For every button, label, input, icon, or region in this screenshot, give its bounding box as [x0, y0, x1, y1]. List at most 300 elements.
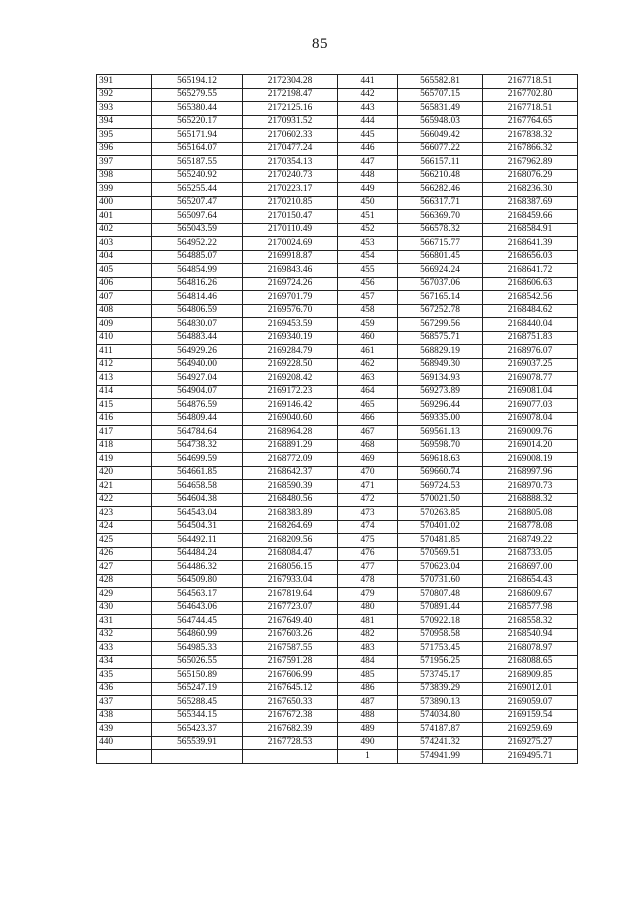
left-point-number-cell: 436	[97, 682, 152, 696]
left-y-coordinate-cell: 2169918.87	[243, 250, 338, 264]
right-x-coordinate-cell: 570401.02	[398, 520, 483, 534]
table-row	[97, 601, 578, 615]
right-point-number-cell: 454	[338, 250, 398, 264]
left-x-coordinate-cell: 564883.44	[152, 331, 243, 345]
left-y-coordinate-cell: 2172125.16	[243, 102, 338, 116]
left-x-coordinate-cell: 564985.33	[152, 642, 243, 656]
right-y-coordinate-cell: 2168641.72	[483, 264, 578, 278]
right-point-number-cell: 469	[338, 453, 398, 467]
right-x-coordinate-cell: 566801.45	[398, 250, 483, 264]
right-point-number-cell: 490	[338, 736, 398, 750]
left-x-coordinate-cell: 565207.47	[152, 196, 243, 210]
left-point-number-cell: 417	[97, 426, 152, 440]
left-point-number-cell: 426	[97, 547, 152, 561]
right-y-coordinate-cell: 2168484.62	[483, 304, 578, 318]
right-point-number-cell: 479	[338, 588, 398, 602]
left-y-coordinate-cell: 2168056.15	[243, 561, 338, 575]
table-row	[97, 183, 578, 197]
right-point-number-cell: 444	[338, 115, 398, 129]
left-point-number-cell: 403	[97, 237, 152, 251]
right-point-number-cell: 1	[338, 750, 398, 764]
left-y-coordinate-cell: 2172198.47	[243, 88, 338, 102]
left-point-number-cell: 412	[97, 358, 152, 372]
right-y-coordinate-cell: 2168751.83	[483, 331, 578, 345]
right-x-coordinate-cell: 566578.32	[398, 223, 483, 237]
right-x-coordinate-cell: 566210.48	[398, 169, 483, 183]
right-y-coordinate-cell: 2168888.32	[483, 493, 578, 507]
left-point-number-cell: 434	[97, 655, 152, 669]
left-y-coordinate-cell: 2168590.39	[243, 480, 338, 494]
right-x-coordinate-cell: 574941.99	[398, 750, 483, 764]
right-point-number-cell: 460	[338, 331, 398, 345]
right-y-coordinate-cell: 2167962.89	[483, 156, 578, 170]
right-point-number-cell: 471	[338, 480, 398, 494]
left-y-coordinate-cell: 2167723.07	[243, 601, 338, 615]
left-point-number-cell: 392	[97, 88, 152, 102]
left-point-number-cell: 396	[97, 142, 152, 156]
left-x-coordinate-cell: 564806.59	[152, 304, 243, 318]
table-row	[97, 723, 578, 737]
right-point-number-cell: 485	[338, 669, 398, 683]
left-x-coordinate-cell: 564744.45	[152, 615, 243, 629]
left-point-number-cell: 435	[97, 669, 152, 683]
right-point-number-cell: 472	[338, 493, 398, 507]
left-x-coordinate-cell: 564952.22	[152, 237, 243, 251]
left-point-number-cell: 432	[97, 628, 152, 642]
left-y-coordinate-cell: 2167650.33	[243, 696, 338, 710]
right-point-number-cell: 459	[338, 318, 398, 332]
right-y-coordinate-cell: 2169009.76	[483, 426, 578, 440]
right-y-coordinate-cell: 2168976.07	[483, 345, 578, 359]
right-y-coordinate-cell: 2167866.32	[483, 142, 578, 156]
right-point-number-cell: 443	[338, 102, 398, 116]
right-point-number-cell: 464	[338, 385, 398, 399]
right-x-coordinate-cell: 570263.85	[398, 507, 483, 521]
right-y-coordinate-cell: 2168805.08	[483, 507, 578, 521]
left-y-coordinate-cell: 2167591.28	[243, 655, 338, 669]
left-y-coordinate-cell: 2169040.60	[243, 412, 338, 426]
left-x-coordinate-cell: 564929.26	[152, 345, 243, 359]
left-point-number-cell: 414	[97, 385, 152, 399]
table-row	[97, 385, 578, 399]
right-x-coordinate-cell: 569660.74	[398, 466, 483, 480]
right-y-coordinate-cell: 2169078.04	[483, 412, 578, 426]
left-y-coordinate-cell: 2168480.56	[243, 493, 338, 507]
right-y-coordinate-cell: 2169077.03	[483, 399, 578, 413]
table-row	[97, 615, 578, 629]
right-y-coordinate-cell: 2168749.22	[483, 534, 578, 548]
right-point-number-cell: 476	[338, 547, 398, 561]
table-row	[97, 115, 578, 129]
right-point-number-cell: 489	[338, 723, 398, 737]
left-y-coordinate-cell: 2172304.28	[243, 75, 338, 89]
table-row	[97, 507, 578, 521]
left-point-number-cell: 400	[97, 196, 152, 210]
table-row	[97, 466, 578, 480]
left-point-number-cell: 395	[97, 129, 152, 143]
left-point-number-cell	[97, 750, 152, 764]
left-y-coordinate-cell: 2168642.37	[243, 466, 338, 480]
left-y-coordinate-cell: 2167649.40	[243, 615, 338, 629]
right-point-number-cell: 487	[338, 696, 398, 710]
right-point-number-cell: 480	[338, 601, 398, 615]
right-x-coordinate-cell: 565582.81	[398, 75, 483, 89]
left-point-number-cell: 418	[97, 439, 152, 453]
table-row	[97, 574, 578, 588]
right-x-coordinate-cell: 566715.77	[398, 237, 483, 251]
left-x-coordinate-cell: 564543.04	[152, 507, 243, 521]
left-point-number-cell: 410	[97, 331, 152, 345]
right-x-coordinate-cell: 569296.44	[398, 399, 483, 413]
right-y-coordinate-cell: 2169495.71	[483, 750, 578, 764]
right-x-coordinate-cell: 570569.51	[398, 547, 483, 561]
table-row	[97, 237, 578, 251]
left-x-coordinate-cell: 564904.07	[152, 385, 243, 399]
left-point-number-cell: 440	[97, 736, 152, 750]
left-x-coordinate-cell: 564860.99	[152, 628, 243, 642]
table-row	[97, 453, 578, 467]
left-y-coordinate-cell: 2167819.64	[243, 588, 338, 602]
table-row	[97, 304, 578, 318]
left-point-number-cell: 401	[97, 210, 152, 224]
table-row	[97, 399, 578, 413]
table-row	[97, 628, 578, 642]
left-x-coordinate-cell: 565150.89	[152, 669, 243, 683]
table-row	[97, 736, 578, 750]
coordinates-table	[96, 74, 578, 764]
left-point-number-cell: 397	[97, 156, 152, 170]
table-row	[97, 534, 578, 548]
left-y-coordinate-cell: 2167645.12	[243, 682, 338, 696]
right-y-coordinate-cell: 2168654.43	[483, 574, 578, 588]
table-row	[97, 682, 578, 696]
right-point-number-cell: 442	[338, 88, 398, 102]
left-x-coordinate-cell: 565187.55	[152, 156, 243, 170]
right-y-coordinate-cell: 2168440.04	[483, 318, 578, 332]
right-point-number-cell: 477	[338, 561, 398, 575]
left-x-coordinate-cell: 564940.00	[152, 358, 243, 372]
right-y-coordinate-cell: 2167838.32	[483, 129, 578, 143]
table-row	[97, 588, 578, 602]
left-point-number-cell: 428	[97, 574, 152, 588]
left-point-number-cell: 422	[97, 493, 152, 507]
left-x-coordinate-cell: 565043.59	[152, 223, 243, 237]
left-point-number-cell: 402	[97, 223, 152, 237]
table-row	[97, 345, 578, 359]
table-row	[97, 264, 578, 278]
left-x-coordinate-cell: 564809.44	[152, 412, 243, 426]
left-x-coordinate-cell: 565279.55	[152, 88, 243, 102]
left-y-coordinate-cell: 2169228.50	[243, 358, 338, 372]
right-point-number-cell: 468	[338, 439, 398, 453]
right-y-coordinate-cell: 2169259.69	[483, 723, 578, 737]
table-row	[97, 547, 578, 561]
left-y-coordinate-cell: 2169340.19	[243, 331, 338, 345]
table-row	[97, 493, 578, 507]
left-x-coordinate-cell: 564816.26	[152, 277, 243, 291]
right-point-number-cell: 441	[338, 75, 398, 89]
left-point-number-cell: 420	[97, 466, 152, 480]
table-row	[97, 372, 578, 386]
right-x-coordinate-cell: 570623.04	[398, 561, 483, 575]
table-row	[97, 210, 578, 224]
right-point-number-cell: 470	[338, 466, 398, 480]
right-y-coordinate-cell: 2168997.96	[483, 466, 578, 480]
right-y-coordinate-cell: 2169014.20	[483, 439, 578, 453]
left-x-coordinate-cell: 565026.55	[152, 655, 243, 669]
right-point-number-cell: 448	[338, 169, 398, 183]
right-point-number-cell: 462	[338, 358, 398, 372]
left-point-number-cell: 406	[97, 277, 152, 291]
right-x-coordinate-cell: 570922.18	[398, 615, 483, 629]
right-y-coordinate-cell: 2168387.69	[483, 196, 578, 210]
left-y-coordinate-cell: 2170110.49	[243, 223, 338, 237]
right-x-coordinate-cell: 567165.14	[398, 291, 483, 305]
right-point-number-cell: 474	[338, 520, 398, 534]
right-point-number-cell: 455	[338, 264, 398, 278]
right-point-number-cell: 449	[338, 183, 398, 197]
right-y-coordinate-cell: 2168584.91	[483, 223, 578, 237]
right-point-number-cell: 463	[338, 372, 398, 386]
right-point-number-cell: 446	[338, 142, 398, 156]
left-point-number-cell: 425	[97, 534, 152, 548]
right-point-number-cell: 475	[338, 534, 398, 548]
right-point-number-cell: 453	[338, 237, 398, 251]
left-x-coordinate-cell: 564486.32	[152, 561, 243, 575]
table-row	[97, 696, 578, 710]
right-point-number-cell: 447	[338, 156, 398, 170]
left-point-number-cell: 430	[97, 601, 152, 615]
right-x-coordinate-cell: 566924.24	[398, 264, 483, 278]
right-point-number-cell: 473	[338, 507, 398, 521]
right-x-coordinate-cell: 569724.53	[398, 480, 483, 494]
left-y-coordinate-cell: 2167606.99	[243, 669, 338, 683]
right-x-coordinate-cell: 569598.70	[398, 439, 483, 453]
right-x-coordinate-cell: 566369.70	[398, 210, 483, 224]
left-point-number-cell: 416	[97, 412, 152, 426]
left-x-coordinate-cell: 564484.24	[152, 547, 243, 561]
right-x-coordinate-cell: 571956.25	[398, 655, 483, 669]
right-x-coordinate-cell: 566317.71	[398, 196, 483, 210]
left-y-coordinate-cell: 2168264.69	[243, 520, 338, 534]
right-y-coordinate-cell: 2168076.29	[483, 169, 578, 183]
right-x-coordinate-cell: 565707.15	[398, 88, 483, 102]
left-point-number-cell: 424	[97, 520, 152, 534]
table-row	[97, 480, 578, 494]
right-y-coordinate-cell: 2168778.08	[483, 520, 578, 534]
right-y-coordinate-cell: 2169078.77	[483, 372, 578, 386]
right-x-coordinate-cell: 570481.85	[398, 534, 483, 548]
left-x-coordinate-cell: 564492.11	[152, 534, 243, 548]
table-row	[97, 102, 578, 116]
right-x-coordinate-cell: 569273.89	[398, 385, 483, 399]
left-x-coordinate-cell: 565097.64	[152, 210, 243, 224]
left-x-coordinate-cell: 564814.46	[152, 291, 243, 305]
right-y-coordinate-cell: 2168697.00	[483, 561, 578, 575]
table-row	[97, 439, 578, 453]
right-x-coordinate-cell: 567299.56	[398, 318, 483, 332]
page-number: 85	[312, 36, 328, 52]
left-x-coordinate-cell: 565194.12	[152, 75, 243, 89]
right-x-coordinate-cell: 567037.06	[398, 277, 483, 291]
right-x-coordinate-cell: 574241.32	[398, 736, 483, 750]
right-y-coordinate-cell: 2169012.01	[483, 682, 578, 696]
left-y-coordinate-cell: 2167682.39	[243, 723, 338, 737]
left-x-coordinate-cell: 564604.38	[152, 493, 243, 507]
right-x-coordinate-cell: 569335.00	[398, 412, 483, 426]
left-point-number-cell: 437	[97, 696, 152, 710]
left-point-number-cell: 423	[97, 507, 152, 521]
left-y-coordinate-cell: 2169453.59	[243, 318, 338, 332]
left-x-coordinate-cell: 565380.44	[152, 102, 243, 116]
table-row	[97, 169, 578, 183]
right-x-coordinate-cell: 570958.58	[398, 628, 483, 642]
left-y-coordinate-cell: 2169146.42	[243, 399, 338, 413]
left-x-coordinate-cell: 564643.06	[152, 601, 243, 615]
right-point-number-cell: 452	[338, 223, 398, 237]
table-row	[97, 250, 578, 264]
right-y-coordinate-cell: 2168459.66	[483, 210, 578, 224]
table-row	[97, 655, 578, 669]
right-y-coordinate-cell: 2168088.65	[483, 655, 578, 669]
left-x-coordinate-cell: 564699.59	[152, 453, 243, 467]
table-row	[97, 642, 578, 656]
left-x-coordinate-cell: 565164.07	[152, 142, 243, 156]
right-x-coordinate-cell: 573745.17	[398, 669, 483, 683]
left-x-coordinate-cell: 565240.92	[152, 169, 243, 183]
right-point-number-cell: 467	[338, 426, 398, 440]
left-x-coordinate-cell: 565171.94	[152, 129, 243, 143]
right-y-coordinate-cell: 2169159.54	[483, 709, 578, 723]
right-point-number-cell: 486	[338, 682, 398, 696]
right-x-coordinate-cell: 566157.11	[398, 156, 483, 170]
right-y-coordinate-cell: 2168641.39	[483, 237, 578, 251]
left-x-coordinate-cell: 564658.58	[152, 480, 243, 494]
left-x-coordinate-cell: 564563.17	[152, 588, 243, 602]
right-y-coordinate-cell: 2169275.27	[483, 736, 578, 750]
left-y-coordinate-cell: 2170210.85	[243, 196, 338, 210]
table-row	[97, 291, 578, 305]
left-y-coordinate-cell: 2167728.53	[243, 736, 338, 750]
table-row	[97, 709, 578, 723]
right-point-number-cell: 457	[338, 291, 398, 305]
right-x-coordinate-cell: 570891.44	[398, 601, 483, 615]
right-y-coordinate-cell: 2168733.05	[483, 547, 578, 561]
right-x-coordinate-cell: 566077.22	[398, 142, 483, 156]
right-x-coordinate-cell: 573839.29	[398, 682, 483, 696]
left-x-coordinate-cell: 564927.04	[152, 372, 243, 386]
left-y-coordinate-cell: 2169284.79	[243, 345, 338, 359]
right-y-coordinate-cell: 2169037.25	[483, 358, 578, 372]
table-row	[97, 669, 578, 683]
right-point-number-cell: 450	[338, 196, 398, 210]
right-y-coordinate-cell: 2168909.85	[483, 669, 578, 683]
right-point-number-cell: 484	[338, 655, 398, 669]
left-x-coordinate-cell: 564738.32	[152, 439, 243, 453]
left-x-coordinate-cell: 564876.59	[152, 399, 243, 413]
table-row	[97, 412, 578, 426]
left-y-coordinate-cell: 2168383.89	[243, 507, 338, 521]
right-point-number-cell: 456	[338, 277, 398, 291]
left-x-coordinate-cell: 564504.31	[152, 520, 243, 534]
right-y-coordinate-cell: 2168609.67	[483, 588, 578, 602]
left-x-coordinate-cell: 565344.15	[152, 709, 243, 723]
left-point-number-cell: 421	[97, 480, 152, 494]
left-y-coordinate-cell: 2170931.52	[243, 115, 338, 129]
left-x-coordinate-cell: 564885.07	[152, 250, 243, 264]
right-point-number-cell: 478	[338, 574, 398, 588]
table-row	[97, 426, 578, 440]
right-x-coordinate-cell: 570731.60	[398, 574, 483, 588]
coordinates-table-body	[97, 75, 578, 764]
left-y-coordinate-cell: 2169576.70	[243, 304, 338, 318]
right-x-coordinate-cell: 569618.63	[398, 453, 483, 467]
right-x-coordinate-cell: 574034.80	[398, 709, 483, 723]
left-point-number-cell: 405	[97, 264, 152, 278]
right-y-coordinate-cell: 2167718.51	[483, 75, 578, 89]
right-y-coordinate-cell: 2167702.80	[483, 88, 578, 102]
right-y-coordinate-cell: 2167718.51	[483, 102, 578, 116]
right-point-number-cell: 451	[338, 210, 398, 224]
left-point-number-cell: 427	[97, 561, 152, 575]
left-point-number-cell: 438	[97, 709, 152, 723]
right-x-coordinate-cell: 567252.78	[398, 304, 483, 318]
left-y-coordinate-cell: 2168084.47	[243, 547, 338, 561]
left-point-number-cell: 407	[97, 291, 152, 305]
right-y-coordinate-cell: 2169081.04	[483, 385, 578, 399]
left-x-coordinate-cell: 564661.85	[152, 466, 243, 480]
left-y-coordinate-cell: 2168209.56	[243, 534, 338, 548]
right-point-number-cell: 466	[338, 412, 398, 426]
table-row	[97, 75, 578, 89]
left-point-number-cell: 429	[97, 588, 152, 602]
table-row	[97, 88, 578, 102]
left-y-coordinate-cell: 2170477.24	[243, 142, 338, 156]
right-point-number-cell: 483	[338, 642, 398, 656]
left-point-number-cell: 391	[97, 75, 152, 89]
right-x-coordinate-cell: 569561.13	[398, 426, 483, 440]
left-y-coordinate-cell: 2168772.09	[243, 453, 338, 467]
right-x-coordinate-cell: 568829.19	[398, 345, 483, 359]
right-point-number-cell: 458	[338, 304, 398, 318]
right-point-number-cell: 488	[338, 709, 398, 723]
right-x-coordinate-cell: 571753.45	[398, 642, 483, 656]
left-point-number-cell: 433	[97, 642, 152, 656]
table-row	[97, 331, 578, 345]
left-y-coordinate-cell: 2169208.42	[243, 372, 338, 386]
left-y-coordinate-cell: 2170602.33	[243, 129, 338, 143]
left-point-number-cell: 399	[97, 183, 152, 197]
left-x-coordinate-cell: 564854.99	[152, 264, 243, 278]
right-y-coordinate-cell: 2168577.98	[483, 601, 578, 615]
left-y-coordinate-cell: 2167587.55	[243, 642, 338, 656]
table-row	[97, 520, 578, 534]
right-y-coordinate-cell: 2168078.97	[483, 642, 578, 656]
right-x-coordinate-cell: 568949.30	[398, 358, 483, 372]
left-y-coordinate-cell: 2170240.73	[243, 169, 338, 183]
left-x-coordinate-cell: 565539.91	[152, 736, 243, 750]
right-x-coordinate-cell: 568575.71	[398, 331, 483, 345]
left-y-coordinate-cell: 2168964.28	[243, 426, 338, 440]
right-x-coordinate-cell: 569134.93	[398, 372, 483, 386]
left-point-number-cell: 408	[97, 304, 152, 318]
table-row	[97, 129, 578, 143]
right-x-coordinate-cell: 565948.03	[398, 115, 483, 129]
left-y-coordinate-cell: 2170223.17	[243, 183, 338, 197]
left-y-coordinate-cell: 2169172.23	[243, 385, 338, 399]
right-y-coordinate-cell: 2169059.07	[483, 696, 578, 710]
left-point-number-cell: 409	[97, 318, 152, 332]
